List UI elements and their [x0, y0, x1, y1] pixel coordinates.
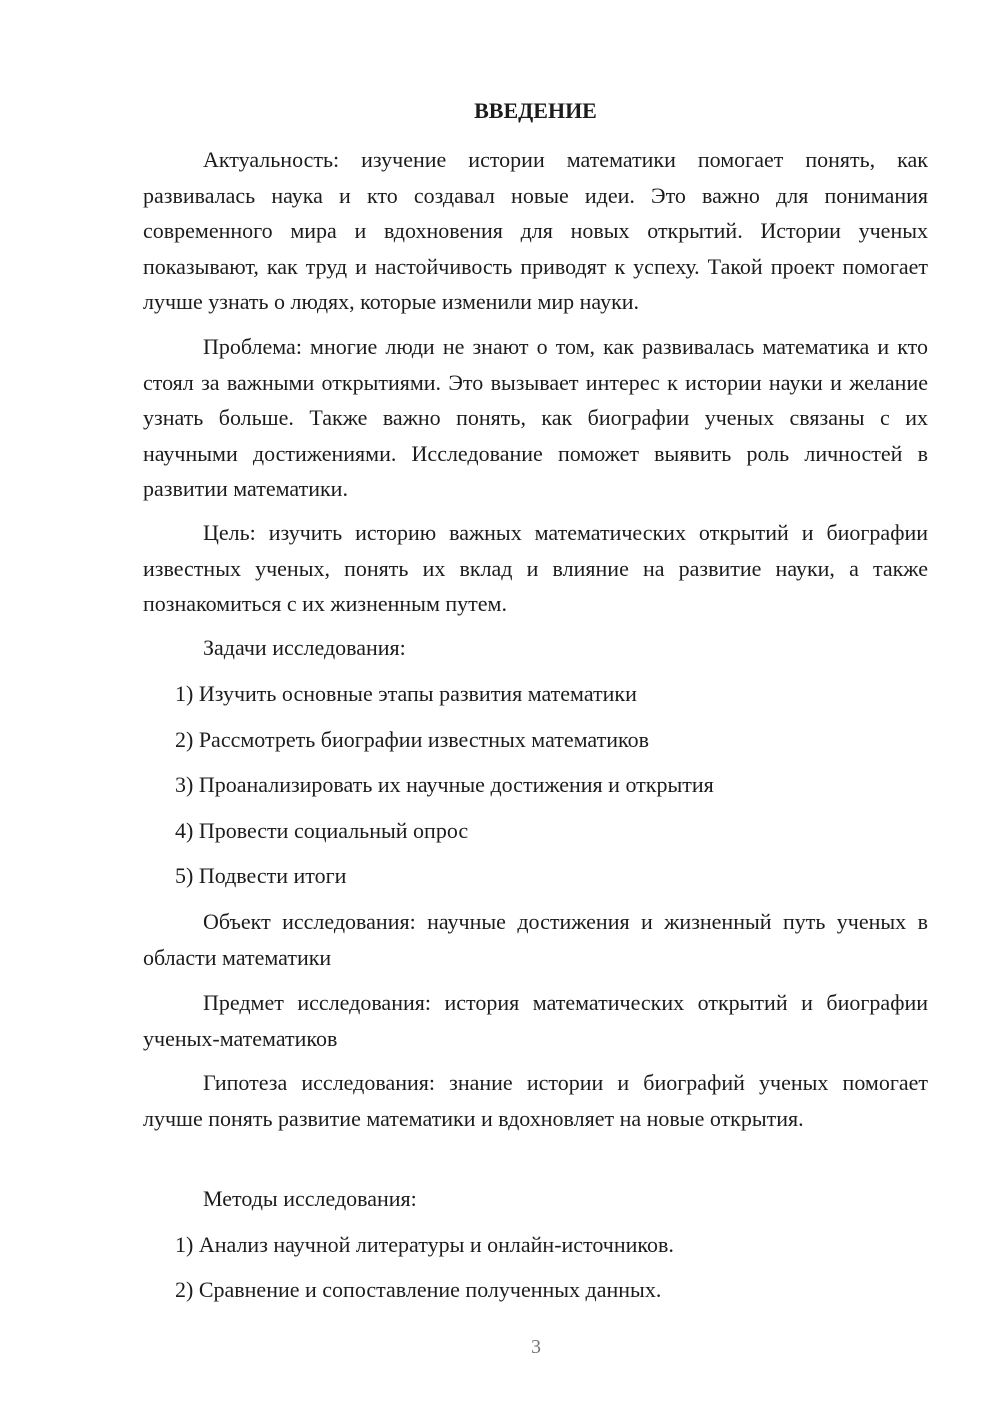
section-title: ВВЕДЕНИЕ [474, 98, 597, 123]
paragraph-problem: Проблема: многие люди не знают о том, как развивалась математика и кто стоял за важными открытиями. Это вызывает интерес к истории науки и желание узнать больше. Также важно понять, как биографии ученых связаны с их научными достижениями. Исследование поможет выявить роль личностей в развитии математики. [143, 334, 928, 501]
paragraph-subject: Предмет исследования: история математических открытий и биографии ученых-математиков [143, 990, 928, 1051]
task-item: 3) Проанализировать их научные достижения и открытия [175, 772, 714, 797]
page-number: 3 [531, 1336, 541, 1358]
task-item: 4) Провести социальный опрос [175, 818, 469, 843]
tasks-heading: Задачи исследования: [203, 635, 406, 660]
paragraph-relevance: Актуальность: изучение истории математики помогает понять, как развивалась наука и кто создавал новые идеи. Это важно для понимания современного мира и вдохновения для новых открытий. Истории ученых показывают, как труд и настойчивость приводят к успеху. Такой проект помогает лучше узнать о людях, которые изменили мир науки. [143, 147, 928, 314]
task-item: 2) Рассмотреть биографии известных математиков [175, 727, 649, 752]
methods-heading: Методы исследования: [203, 1186, 417, 1211]
method-item: 2) Сравнение и сопоставление полученных данных. [175, 1277, 662, 1302]
paragraph-object: Объект исследования: научные достижения и жизненный путь ученых в области математики [143, 909, 928, 970]
method-item: 1) Анализ научной литературы и онлайн-источников. [175, 1232, 674, 1257]
task-item: 5) Подвести итоги [175, 863, 347, 888]
paragraph-hypothesis: Гипотеза исследования: знание истории и биографий ученых помогает лучше понять развитие математики и вдохновляет на новые открытия. [143, 1070, 928, 1131]
paragraph-goal: Цель: изучить историю важных математических открытий и биографии известных ученых, понять их вклад и влияние на развитие науки, а также познакомиться с их жизненным путем. [143, 520, 928, 616]
task-item: 1) Изучить основные этапы развития математики [175, 681, 637, 706]
